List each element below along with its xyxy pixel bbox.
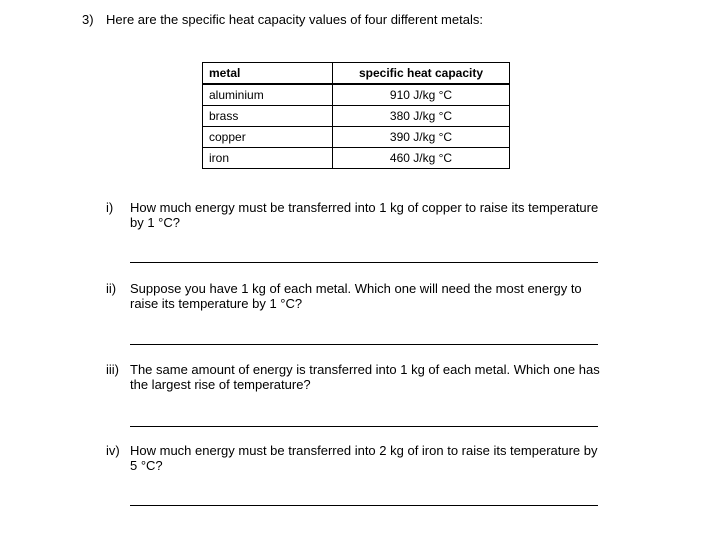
header-metal: metal <box>203 63 333 85</box>
answer-line[interactable] <box>130 505 598 506</box>
heat-capacity-cell: 390 J/kg °C <box>333 127 510 148</box>
subquestion-text: The same amount of energy is transferred into 1 kg of each metal. Which one has the largest rise of temperature? <box>130 362 600 392</box>
subquestion-number: ii) <box>106 281 117 296</box>
table-row <box>203 106 510 127</box>
header-heat-capacity: specific heat capacity <box>333 63 510 85</box>
subquestion-number: iii) <box>106 362 119 377</box>
subquestion-number: i) <box>106 200 114 215</box>
subquestion-text: Suppose you have 1 kg of each metal. Which one will need the most energy to raise its temperature by 1 °C? <box>130 281 582 311</box>
answer-line[interactable] <box>130 262 598 263</box>
heat-capacity-cell: 910 J/kg °C <box>333 84 510 106</box>
table-row <box>203 84 510 106</box>
table-row <box>203 148 510 169</box>
table-header-row <box>203 63 510 85</box>
subquestion-text: How much energy must be transferred into 2 kg of iron to raise its temperature by 5 °C? <box>130 443 598 473</box>
table-row <box>203 127 510 148</box>
answer-line[interactable] <box>130 426 598 427</box>
heat-capacity-cell: 380 J/kg °C <box>333 106 510 127</box>
metal-cell: copper <box>203 127 333 148</box>
heat-capacity-table <box>202 62 510 169</box>
question-number: 3) <box>82 12 94 27</box>
metal-cell: iron <box>203 148 333 169</box>
answer-line[interactable] <box>130 344 598 345</box>
subquestion-number: iv) <box>106 443 120 458</box>
metal-cell: aluminium <box>203 84 333 106</box>
metal-cell: brass <box>203 106 333 127</box>
heat-capacity-cell: 460 J/kg °C <box>333 148 510 169</box>
subquestion-text: How much energy must be transferred into 1 kg of copper to raise its temperature by 1 °C? <box>130 200 599 230</box>
question-intro: Here are the specific heat capacity values of four different metals: <box>106 12 483 27</box>
